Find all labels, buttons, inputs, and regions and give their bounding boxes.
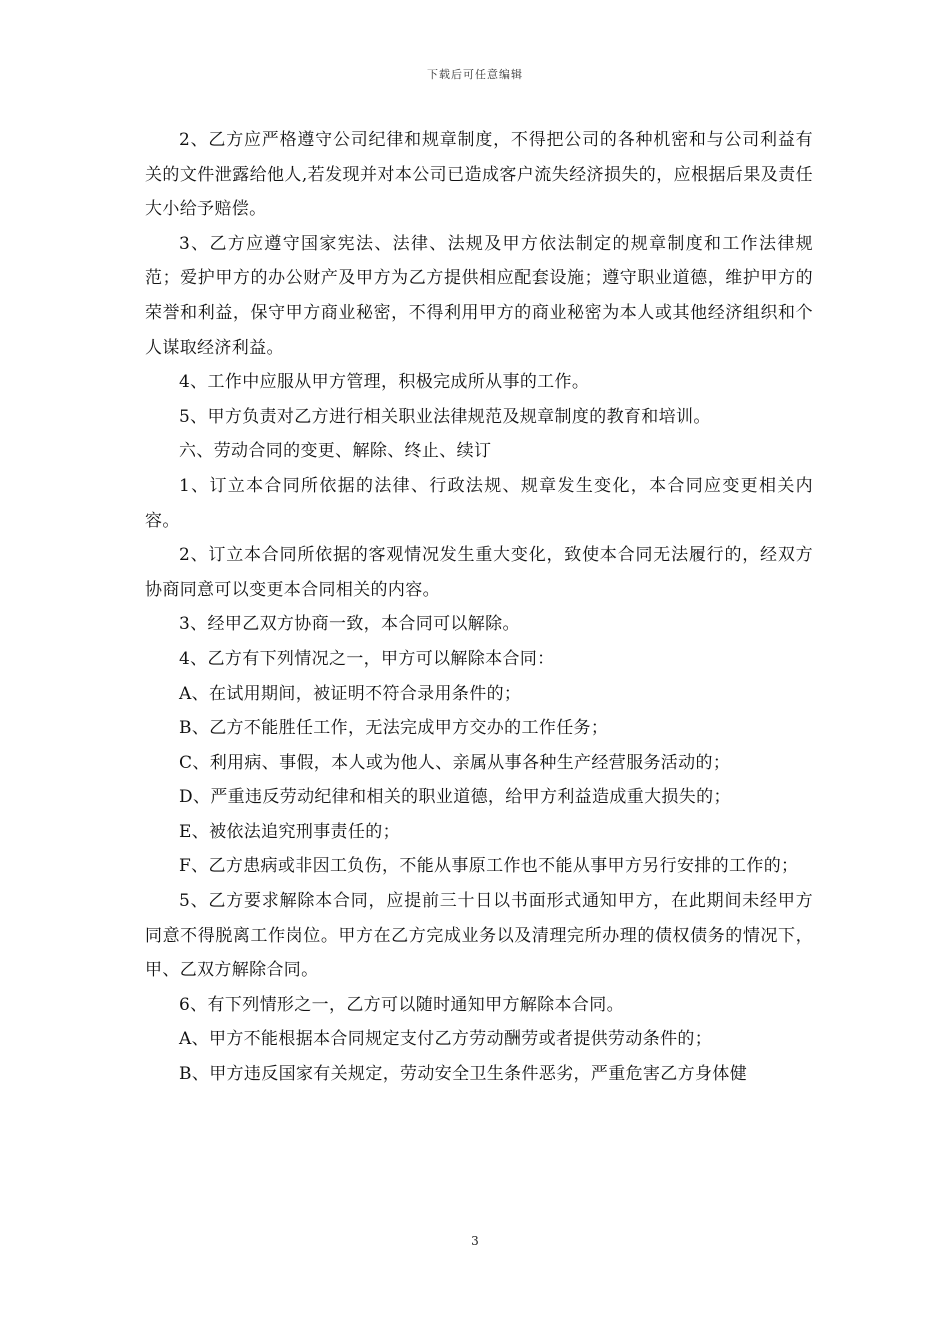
section-heading-contract-changes: 六、劳动合同的变更、解除、终止、续订 — [179, 441, 492, 462]
page-number: 3 — [471, 1234, 479, 1248]
paragraph-change-clause-1: 1、订立本合同所依据的法律、行政法规、规章发生变化，本合同应变更相关内容。 — [145, 475, 813, 531]
paragraph-clause-2-confidentiality: 2、乙方应严格遵守公司纪律和规章制度，不得把公司的各种机密和与公司利益有关的文件泄露给他人,若发现并对本公司已造成客户流失经济损失的，应根据后果及责任大小给予赔偿。 — [145, 130, 813, 220]
list-item-f-illness: F、乙方患病或非因工负伤，不能从事原工作也不能从事甲方另行安排的工作的； — [179, 856, 799, 877]
paragraph-change-clause-4: 4、乙方有下列情况之一，甲方可以解除本合同： — [179, 648, 555, 669]
list-item-d-serious-violation: D、严重违反劳动纪律和相关的职业道德，给甲方利益造成重大损失的； — [179, 787, 731, 808]
paragraph-clause-4-management: 4、工作中应服从甲方管理，积极完成所从事的工作。 — [179, 372, 590, 393]
list-item-a-unpaid: A、甲方不能根据本合同规定支付乙方劳动酬劳或者提供劳动条件的； — [179, 1029, 713, 1050]
paragraph-clause-3-compliance: 3、乙方应遵守国家宪法、法律、法规及甲方依法制定的规章制度和工作法律规范；爱护甲方的办公财产及甲方为乙方提供相应配套设施；遵守职业道德，维护甲方的荣誉和利益，保守甲方商业秘密，不得利用甲方的商业秘密为本人或其他经济组织和个人谋取经济利益。 — [145, 233, 813, 358]
paragraph-change-clause-6: 6、有下列情形之一，乙方可以随时通知甲方解除本合同。 — [179, 994, 624, 1015]
paragraph-change-clause-5: 5、乙方要求解除本合同，应提前三十日以书面形式通知甲方，在此期间未经甲方同意不得脱离工作岗位。甲方在乙方完成业务以及清理完所办理的债权债务的情况下，甲、乙双方解除合同。 — [145, 891, 813, 981]
list-item-c-sick-leave-abuse: C、利用病、事假，本人或为他人、亲属从事各种生产经营服务活动的； — [179, 752, 731, 773]
paragraph-change-clause-2: 2、订立本合同所依据的客观情况发生重大变化，致使本合同无法履行的，经双方协商同意可以变更本合同相关的内容。 — [145, 545, 813, 600]
list-item-a-probation: A、在试用期间，被证明不符合录用条件的； — [179, 683, 522, 704]
page-header: 下载后可任意编辑 — [427, 68, 523, 81]
list-item-b-unsafe-conditions: B、甲方违反国家有关规定，劳动安全卫生条件恶劣，严重危害乙方身体健 — [179, 1064, 748, 1085]
paragraph-clause-5-training: 5、甲方负责对乙方进行相关职业法律规范及规章制度的教育和培训。 — [179, 406, 711, 427]
list-item-b-incompetent: B、乙方不能胜任工作，无法完成甲方交办的工作任务； — [179, 718, 609, 739]
document-body — [145, 123, 813, 1092]
paragraph-change-clause-3: 3、经甲乙双方协商一致，本合同可以解除。 — [179, 614, 520, 635]
list-item-e-criminal-liability: E、被依法追究刑事责任的； — [179, 821, 400, 842]
